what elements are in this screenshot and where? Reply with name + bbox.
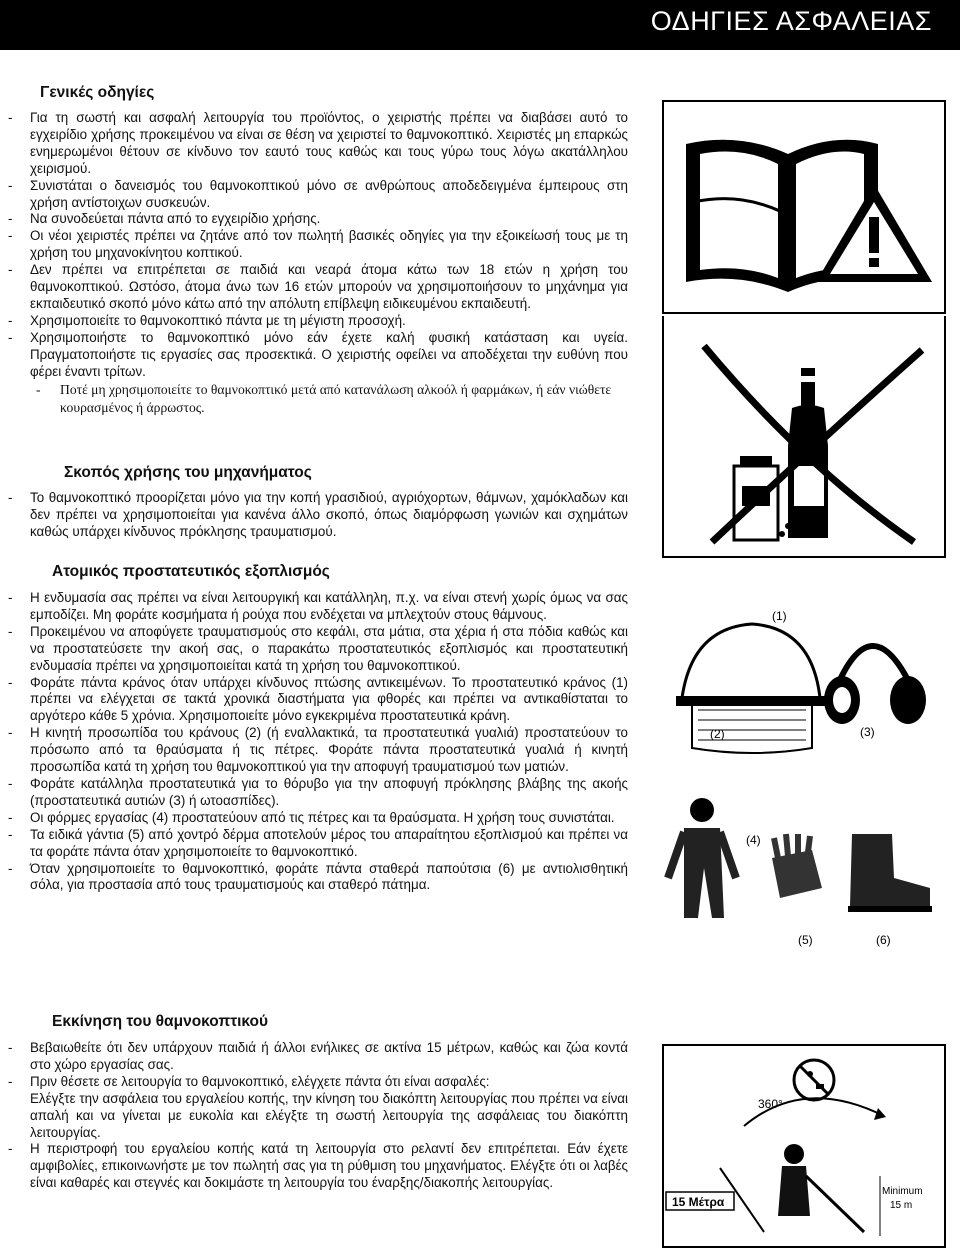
list-item: - Η ενδυμασία σας πρέπει να είναι λειτουργική και κατάλληλη, π.χ. να είναι στενή χωρίς όμως να σας εμποδίζει. Μη φοράτε κοσμήματα ή ρούχα που ενδέχεται να μπλεχτούν στους θάμνους. [8,590,628,622]
read-manual-figure [662,100,946,314]
list-item: - Πριν θέσετε σε λειτουργία το θαμνοκοπτικό, ελέγχετε πάντα ότι είναι ασφαλές: [8,1073,490,1089]
list-item: - Η περιστροφή του εργαλείου κοπής κατά τη λειτουργία στο ρελαντί δεν επιτρέπεται. Εάν έχετε αμφιβολίες, επικοινωνήστε με τον πωλητή σας για τη ρύθμιση του μηχανήματος. Ελέγξτε ότι οι λαβές είναι καθαρές και στεγνές και δοκιμάστε τη λειτουργία του έναρξης/διακοπής λειτουργίας. [8,1141,628,1191]
list-item: - Συνιστάται ο δανεισμός του θαμνοκοπτικού μόνο σε ανθρώπους αποδεδειγμένα έμπειρους στη χρήση αντίστοιχων συσκευών. [8,177,628,210]
safety-boot-icon [848,834,932,912]
label-3: (3) [860,725,875,739]
worker-overalls-icon [668,798,736,918]
distance-label: 15 Μέτρα [672,1195,725,1209]
section-title-ppe: Ατομικός προστατευτικός εξοπλισμός [52,563,330,580]
list-item: - Να συνοδεύεται πάντα από το εγχειρίδιο χρήσης. [8,211,321,227]
list-item: - Όταν χρησιμοποιείτε το θαμνοκοπτικό, φοράτε πάντα σταθερά παπούτσια (6) με αντιολισθητική σόλα, για προστασία από τους τραυματισμούς και σταθερό πάτημα. [8,860,628,893]
list-item: - Οι νέοι χειριστές πρέπει να ζητάνε από τον πωλητή βασικές οδηγίες για την εξοικείωσή τους με τη χρήση του μηχανοκίνητου κοπτικού. [8,228,628,261]
page-title: ΟΔΗΓΙΕΣ ΑΣΦΑΛΕΙΑΣ [650,6,932,36]
list-item: - Το θαμνοκοπτικό προορίζεται μόνο για την κοπή γρασιδιού, αγριόχορτων, θάμνων, χαμόκλαδων και δεν πρέπει να χρησιμοποιείται για κανένα άλλο σκοπό, όπως διαμόρφωση γωνιών και σχημάτων καθώς υπάρχει κίνδυνος πρόκλησης τραυματισμού. [8,490,628,539]
label-6: (6) [876,933,891,947]
earmuffs-icon [824,646,926,724]
list-subitem: Ελέγξτε την ασφάλεια του εργαλείου κοπής, την κίνηση του διακόπτη λειτουργίας που πρέπει να είναι απαλή και να γίνεται με ευκολία και ελέγξτε τη σωστή λειτουργία της ασφάλειας του διακόπτη λειτουργίας. [30,1090,628,1140]
purpose-list [8,490,628,541]
list-item: - Η κινητή προσωπίδα του κράνους (2) (ή εναλλακτικά, τα προστατευτικά γυαλιά) προστατεύουν το πρόσωπο από τα θραύσματα ή τις πέτρες. Φοράτε πάντα προστατευτικά γυαλιά ή κινητή προσωπίδα κατά τη χρήση του θαμνοκοπτικού για την αποφυγή τραυματισμού των ματιών. [8,725,628,775]
no-alcohol-figure [662,316,946,558]
header-bar [0,0,960,50]
label-4: (4) [746,833,761,847]
list-item: - Τα ειδικά γάντια (5) από χοντρό δέρμα αποτελούν μέρος του απαραίτητου εξοπλισμού και πρέπει να τα φοράτε πάντα όταν χρησιμοποιείτε το θαμνοκοπτικό. [8,826,628,859]
ppe-figure [662,588,942,988]
list-item: - Προκειμένου να αποφύγετε τραυματισμούς στο κεφάλι, στα μάτια, στα χέρια ή στα πόδια καθώς και να προστατεύσετε την ακοή σας, ο παρακάτω προστατευτικός εξοπλισμός και προστατευτική ενδυμασία πρέπει να χρησιμοποιείται κατά τη χρήση του θαμνοκοπτικού. [8,623,628,673]
angle-label: 360° [758,1097,783,1111]
label-2: (2) [710,727,725,741]
label-5: (5) [798,933,813,947]
distance-figure [662,1044,946,1248]
list-item: - Δεν πρέπει να επιτρέπεται σε παιδιά και νεαρά άτομα κάτω των 18 ετών η χρήση του θαμνοκοπτικού. Ωστόσο, άτομα άνω των 16 ετών μπορούν να χρησιμοποιήσουν το μηχάνημα για εκπαιδευτικό σκοπό μόνο κάτω από την απόλυτη επίβλεψη ειδικευμένου εκπαιδευτή. [8,262,628,311]
minimum-value: 15 m [890,1200,913,1211]
label-1: (1) [772,609,787,623]
list-item: - Φοράτε πάντα κράνος όταν υπάρχει κίνδυνος πτώσης αντικειμένων. Το προστατευτικό κράνος (1) πρέπει να ελέγχεται σε τακτά χρονικά διαστήματα για φθορές και πρέπει να αντικαθίσταται το αργότερο κάθε 5 χρόνια. Χρησιμοποιείτε μόνο εγκεκριμένα προστατευτικά κράνη. [8,674,628,724]
start-list [8,1040,628,1192]
operator-icon [778,1144,864,1232]
minimum-label: Minimum [882,1186,923,1197]
section-title-purpose: Σκοπός χρήσης του μηχανήματος [64,464,312,481]
alcohol-note: - Ποτέ μη χρησιμοποιείτε το θαμνοκοπτικό μετά από κατανάλωση αλκοόλ ή φαρμάκων, ή εάν νιώθετε κουρασμένος ή άρρωστος. [36,381,612,415]
helmet-icon [676,624,826,753]
list-item: - Φοράτε κατάλληλα προστατευτικά για το θόρυβο για την αποφυγή πρόκλησης βλάβης της ακοής (προστατευτικά αυτιών (3) ή ωτοασπίδες). [8,775,628,808]
list-item: - Χρησιμοποιείτε το θαμνοκοπτικό πάντα με τη μέγιστη προσοχή. [8,312,406,328]
list-item: - Βεβαιωθείτε ότι δεν υπάρχουν παιδιά ή άλλοι ενήλικες σε ακτίνα 15 μέτρων, καθώς και ζώα κοντά στο χώρο εργασίας σας. [8,1040,628,1072]
general-list [8,110,628,417]
list-item: - Για τη σωστή και ασφαλή λειτουργία του προϊόντος, ο χειριστής πρέπει να διαβάσει αυτό το εγχειρίδιο χρήσης προκειμένου να είναι σε θέση να χειριστεί το θαμνοκοπτικό. Χειριστές μη επαρκώς ενημερωμένοι θέτουν σε κίνδυνο τον εαυτό τους καθώς και τους γύρω τους λόγω ακατάλληλου χειρισμού. [8,110,628,176]
no-children-animals-icon [794,1060,834,1100]
section-title-general: Γενικές οδηγίες [40,84,155,101]
ppe-list [8,590,628,894]
list-item: - Χρησιμοποιήστε το θαμνοκοπτικό μόνο εάν έχετε καλή φυσική κατάσταση και υγεία. Πραγματοποιήστε τις εργασίες σας προσεκτικά. Ο χειριστής οφείλει να αποδέχεται την ευθύνη που φέρει έναντι τρίτων. [8,329,628,379]
glove-icon [772,834,822,898]
section-title-start: Εκκίνηση του θαμνοκοπτικού [52,1013,269,1030]
list-item: - Οι φόρμες εργασίας (4) προστατεύουν από τις πέτρες και τα θραύσματα. Η χρήση τους συνιστάται. [8,809,615,825]
